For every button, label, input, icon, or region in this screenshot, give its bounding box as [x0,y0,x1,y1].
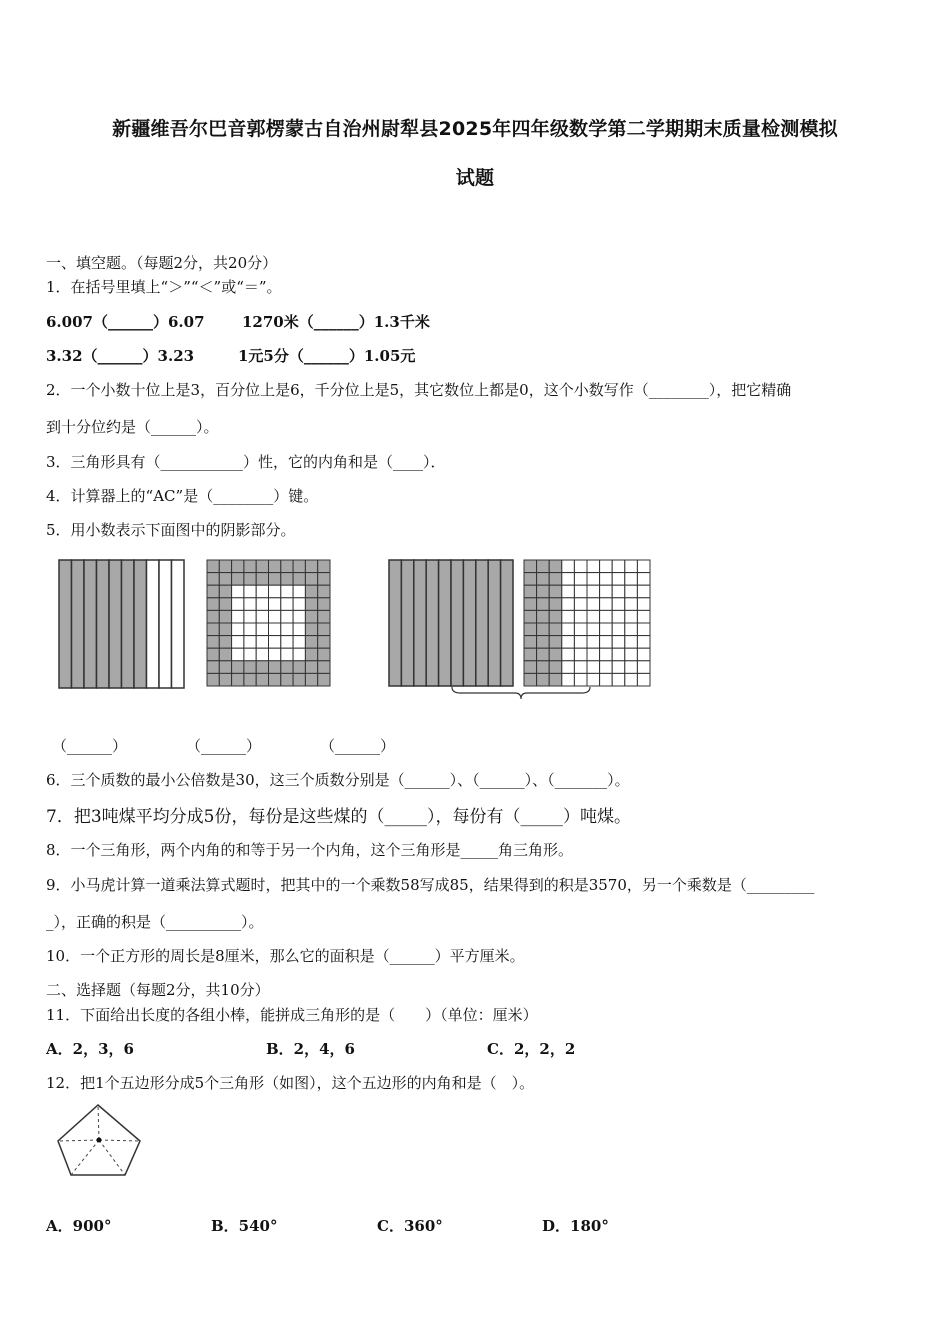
grid-cell [549,560,562,573]
grid-cell [244,560,256,573]
grid-cell [232,610,244,623]
grid-cell [269,623,281,636]
grid-cell [207,623,219,636]
grid-cell [207,636,219,649]
grid-cell [587,598,600,611]
grid-cell [600,610,613,623]
grid-cell [549,598,562,611]
grid-cell [207,610,219,623]
brace [452,687,590,699]
strip [476,560,488,686]
grid-cell [587,673,600,686]
question-9: 9．小马虎计算一道乘法算式题时，把其中的一个乘数58写成85，结果得到的积是3570，另一个乘数是（_________ [46,876,815,894]
grid-cell [256,573,268,586]
grid-cell [524,661,537,674]
grid-cell [232,598,244,611]
strip [389,560,401,686]
grid-cell [269,636,281,649]
strip [109,560,122,688]
grid-cell [637,673,650,686]
grid-cell [256,598,268,611]
q5-blank-2: （______） [186,737,262,755]
grid-cell [637,585,650,598]
question-1: 1．在括号里填上“＞”“＜”或“＝”。 [46,278,282,296]
grid-cell [256,648,268,661]
grid-cell [293,661,305,674]
grid-cell [637,573,650,586]
grid-cell [612,623,625,636]
grid-cell [305,610,317,623]
grid-cell [207,648,219,661]
grid-cell [625,623,638,636]
grid-cell [537,636,550,649]
grid-cell [524,636,537,649]
grid-cell [318,610,330,623]
grid-cell [269,560,281,573]
strip [84,560,97,688]
q11-option-b: B．2，4，6 [266,1040,355,1058]
grid-cell [269,610,281,623]
grid-cell [256,585,268,598]
q5-blank-3: （______） [320,737,396,755]
grid-cell [549,623,562,636]
grid-cell [232,623,244,636]
grid-cell [524,648,537,661]
figure-4-grid [524,560,650,686]
grid-cell [625,648,638,661]
grid-cell [219,661,231,674]
grid-cell [537,648,550,661]
grid-cell [293,560,305,573]
grid-cell [293,573,305,586]
page-title-line2: 试题 [455,167,495,189]
grid-cell [232,661,244,674]
grid-cell [244,661,256,674]
grid-cell [625,636,638,649]
grid-cell [293,623,305,636]
grid-cell [281,636,293,649]
grid-cell [612,673,625,686]
grid-cell [293,598,305,611]
grid-cell [305,585,317,598]
grid-cell [256,636,268,649]
grid-cell [281,585,293,598]
grid-cell [305,636,317,649]
grid-cell [587,648,600,661]
grid-cell [600,585,613,598]
grid-cell [269,648,281,661]
grid-cell [232,648,244,661]
question-5: 5．用小数表示下面图中的阴影部分。 [46,521,296,539]
grid-cell [305,560,317,573]
strip [426,560,438,686]
grid-cell [574,573,587,586]
grid-cell [318,648,330,661]
strip [439,560,451,686]
grid-cell [612,573,625,586]
grid-cell [600,623,613,636]
grid-cell [574,648,587,661]
grid-cell [549,585,562,598]
grid-cell [244,585,256,598]
grid-cell [562,623,575,636]
grid-cell [637,661,650,674]
grid-cell [637,560,650,573]
grid-cell [612,598,625,611]
strip [172,560,185,688]
section2-heading: 二、选择题（每题2分，共10分） [46,981,270,999]
grid-cell [625,585,638,598]
q12-option-a: A．900° [46,1217,112,1235]
grid-cell [524,673,537,686]
grid-cell [293,585,305,598]
grid-cell [637,636,650,649]
grid-cell [281,661,293,674]
grid-cell [232,673,244,686]
grid-cell [537,610,550,623]
grid-cell [318,623,330,636]
grid-cell [293,636,305,649]
section1-heading: 一、填空题。（每题2分，共20分） [46,254,278,272]
grid-cell [562,610,575,623]
grid-cell [305,648,317,661]
grid-cell [244,623,256,636]
grid-cell [293,610,305,623]
grid-cell [269,661,281,674]
grid-cell [562,661,575,674]
grid-cell [219,560,231,573]
grid-cell [281,623,293,636]
grid-cell [600,661,613,674]
grid-cell [305,573,317,586]
question-2-cont: 到十分位约是（______）。 [46,418,219,436]
figure-3-strips [389,560,513,686]
q11-option-a: A．2，3，6 [46,1040,134,1058]
grid-cell [625,673,638,686]
grid-cell [600,673,613,686]
grid-cell [318,573,330,586]
grid-cell [244,636,256,649]
grid-cell [256,673,268,686]
question-7: 7．把3吨煤平均分成5份，每份是这些煤的（_____），每份有（_____）吨煤。 [46,807,631,827]
grid-cell [232,573,244,586]
grid-cell [600,648,613,661]
grid-cell [587,623,600,636]
grid-cell [562,598,575,611]
grid-cell [587,610,600,623]
grid-cell [612,560,625,573]
grid-cell [244,673,256,686]
strip [451,560,463,686]
grid-cell [256,560,268,573]
grid-cell [318,673,330,686]
grid-cell [219,623,231,636]
grid-cell [600,560,613,573]
question-12: 12．把1个五边形分成5个三角形（如图），这个五边形的内角和是（ ）。 [46,1074,535,1092]
q12-option-c: C．360° [377,1217,443,1235]
q12-option-d: D．180° [542,1217,609,1235]
grid-cell [207,598,219,611]
grid-cell [269,573,281,586]
grid-cell [574,636,587,649]
page-title: 新疆维吾尔巴音郭楞蒙古自治州尉犁县2025年四年级数学第二学期期末质量检测模拟 [112,118,838,140]
strip [72,560,85,688]
grid-cell [244,610,256,623]
q11-option-c: C．2，2，2 [487,1040,576,1058]
grid-cell [281,560,293,573]
grid-cell [207,673,219,686]
grid-cell [318,661,330,674]
grid-cell [612,636,625,649]
strip [147,560,160,688]
grid-cell [549,648,562,661]
grid-cell [281,598,293,611]
grid-cell [318,585,330,598]
question-2: 2．一个小数十位上是3，百分位上是6，千分位上是5，其它数位上都是0，这个小数写作（________），把它精确 [46,381,792,399]
grid-cell [562,585,575,598]
q1-item-2: 1270米（______）1.3千米 [242,313,430,331]
grid-cell [256,610,268,623]
grid-cell [537,573,550,586]
grid-cell [549,673,562,686]
grid-cell [524,585,537,598]
grid-cell [537,598,550,611]
grid-cell [600,636,613,649]
grid-cell [207,585,219,598]
question-6: 6．三个质数的最小公倍数是30，这三个质数分别是（______）、（______）、（_______）。 [46,771,630,789]
grid-cell [207,573,219,586]
grid-cell [612,648,625,661]
grid-cell [637,648,650,661]
q5-blank-1: （______） [52,737,128,755]
grid-cell [318,636,330,649]
grid-cell [207,560,219,573]
grid-cell [574,673,587,686]
grid-cell [219,610,231,623]
grid-cell [232,585,244,598]
grid-cell [305,598,317,611]
strip [488,560,500,686]
grid-cell [219,585,231,598]
grid-cell [219,573,231,586]
strip [159,560,172,688]
grid-cell [305,661,317,674]
grid-cell [244,573,256,586]
grid-cell [612,661,625,674]
grid-cell [524,598,537,611]
grid-cell [587,585,600,598]
grid-cell [549,610,562,623]
strip [414,560,426,686]
grid-cell [574,560,587,573]
grid-cell [574,610,587,623]
grid-cell [524,623,537,636]
strip [463,560,475,686]
grid-cell [524,573,537,586]
grid-cell [637,598,650,611]
grid-cell [232,560,244,573]
grid-cell [232,636,244,649]
grid-cell [537,560,550,573]
grid-cell [587,573,600,586]
grid-cell [524,560,537,573]
grid-cell [600,598,613,611]
grid-cell [612,585,625,598]
grid-cell [269,673,281,686]
grid-cell [293,648,305,661]
strip [501,560,513,686]
grid-cell [574,598,587,611]
grid-cell [625,598,638,611]
grid-cell [537,623,550,636]
grid-cell [318,560,330,573]
grid-cell [281,673,293,686]
grid-cell [219,673,231,686]
grid-cell [281,573,293,586]
pentagon-center [97,1138,102,1143]
question-11: 11．下面给出长度的各组小棒，能拼成三角形的是（ ）（单位：厘米） [46,1006,538,1024]
figure-2-grid [207,560,330,686]
grid-cell [625,661,638,674]
grid-cell [293,673,305,686]
grid-cell [549,573,562,586]
grid-cell [244,598,256,611]
grid-cell [625,573,638,586]
grid-cell [207,661,219,674]
decimal-figures [0,548,950,708]
grid-cell [612,610,625,623]
grid-cell [549,661,562,674]
grid-cell [244,648,256,661]
question-9-cont: _），正确的积是（__________）。 [46,913,264,931]
grid-cell [537,585,550,598]
q1-item-1: 6.007（______）6.07 [46,313,205,331]
grid-cell [281,648,293,661]
q1-item-4: 1元5分（______）1.05元 [238,347,416,365]
grid-cell [219,636,231,649]
grid-cell [269,598,281,611]
grid-cell [524,610,537,623]
grid-cell [562,648,575,661]
grid-cell [219,598,231,611]
grid-cell [318,598,330,611]
grid-cell [625,610,638,623]
grid-cell [305,623,317,636]
grid-cell [269,585,281,598]
figure-1-strips [59,560,184,688]
grid-cell [562,673,575,686]
grid-cell [574,661,587,674]
grid-cell [537,661,550,674]
grid-cell [549,636,562,649]
grid-cell [562,573,575,586]
grid-cell [256,661,268,674]
question-8: 8．一个三角形，两个内角的和等于另一个内角，这个三角形是_____角三角形。 [46,841,574,859]
grid-cell [587,636,600,649]
grid-cell [587,560,600,573]
grid-cell [537,673,550,686]
pentagon-figure [50,1098,160,1188]
grid-cell [256,623,268,636]
strip [97,560,110,688]
question-4: 4．计算器上的“AC”是（________）键。 [46,487,319,505]
grid-cell [637,623,650,636]
question-3: 3．三角形具有（___________）性，它的内角和是（____）． [46,453,446,471]
grid-cell [574,623,587,636]
grid-cell [637,610,650,623]
strip [134,560,147,688]
grid-cell [600,573,613,586]
q12-option-b: B．540° [211,1217,278,1235]
grid-cell [574,585,587,598]
q1-item-3: 3.32（______）3.23 [46,347,195,365]
grid-cell [219,648,231,661]
question-10: 10．一个正方形的周长是8厘米，那么它的面积是（______）平方厘米。 [46,947,525,965]
grid-cell [625,560,638,573]
strip [59,560,72,688]
grid-cell [281,610,293,623]
strip [401,560,413,686]
strip [122,560,135,688]
grid-cell [587,661,600,674]
grid-cell [562,636,575,649]
grid-cell [305,673,317,686]
grid-cell [562,560,575,573]
